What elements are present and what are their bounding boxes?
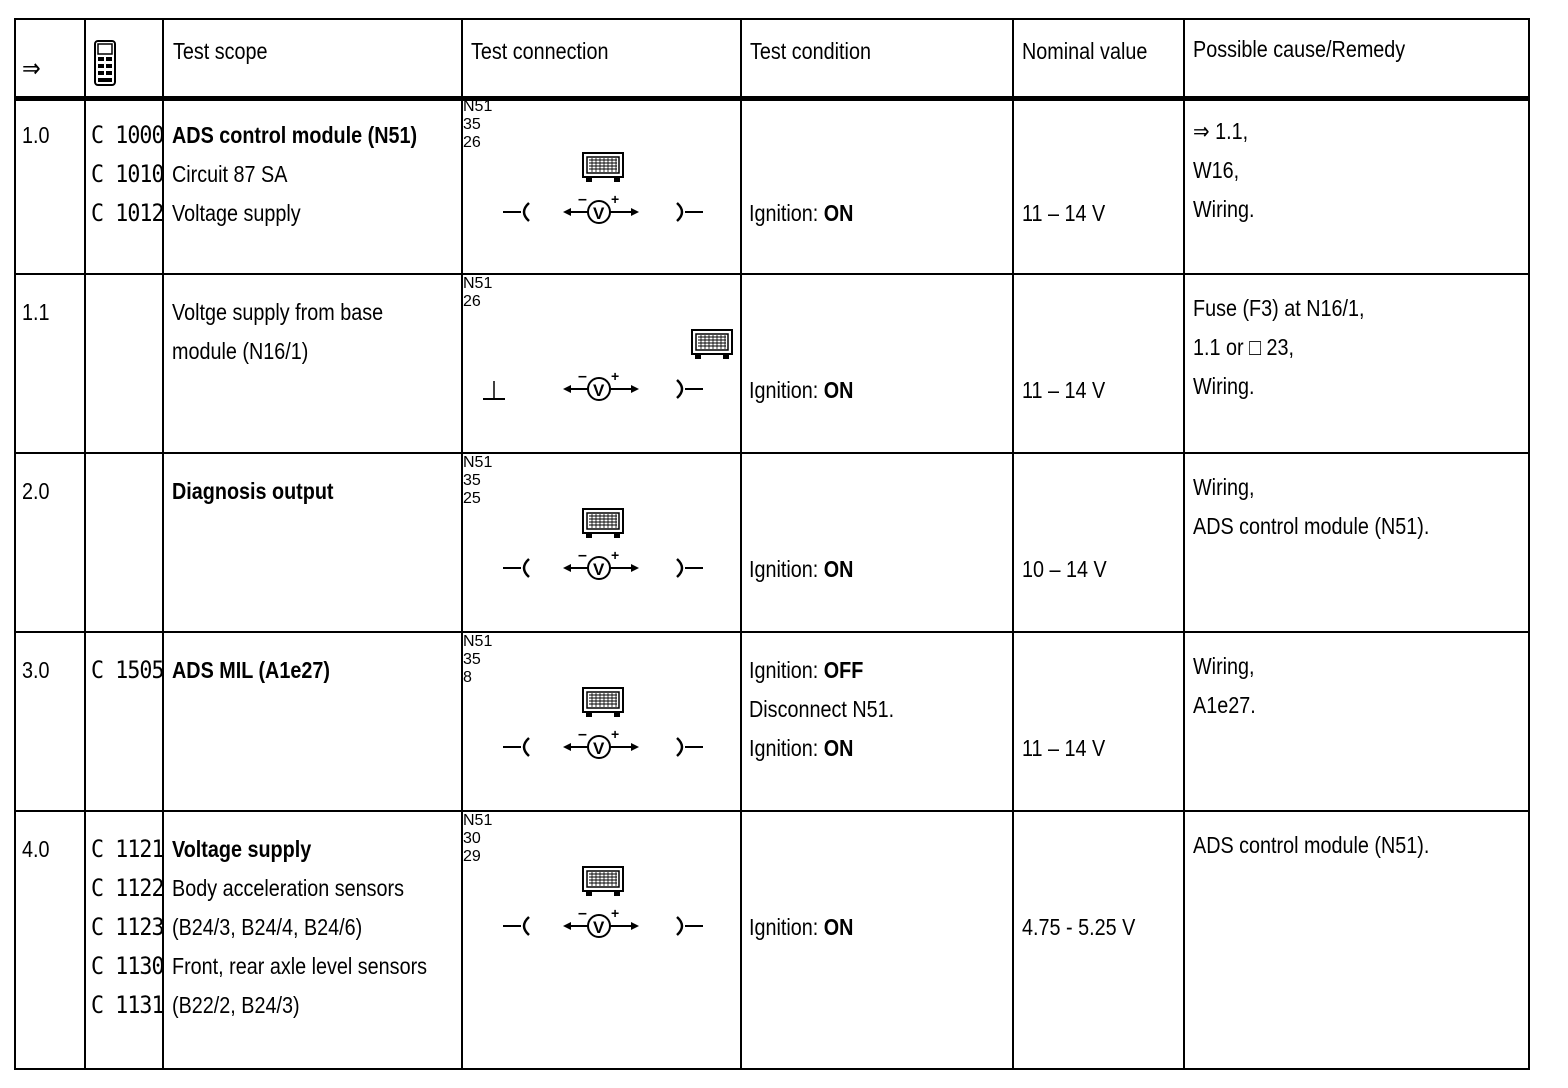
fault-code: C 1012 bbox=[91, 199, 164, 227]
test-connection-diagram bbox=[463, 454, 739, 629]
nominal-value: 10 – 14 V bbox=[1022, 556, 1107, 582]
header-test-scope: Test scope bbox=[173, 38, 268, 64]
voltmeter-icon bbox=[561, 727, 641, 763]
svg-text:–: – bbox=[578, 906, 587, 922]
right-probe-icon bbox=[675, 914, 703, 943]
header-test-condition: Test condition bbox=[750, 38, 871, 64]
left-pin-label: 35 bbox=[463, 651, 481, 668]
module-label: N51 bbox=[463, 812, 493, 829]
step-number: 4.0 bbox=[22, 836, 50, 862]
test-condition-line bbox=[749, 729, 894, 768]
test-scope bbox=[172, 116, 457, 233]
svg-text:+: + bbox=[611, 906, 620, 921]
svg-text:–: – bbox=[578, 369, 587, 385]
test-condition bbox=[749, 371, 870, 410]
condition-value: ON bbox=[823, 200, 854, 226]
possible-cause bbox=[1193, 112, 1265, 229]
condition-value: OFF bbox=[823, 657, 864, 683]
test-scope-line: Circuit 87 SA bbox=[172, 161, 288, 187]
step-number: 2.0 bbox=[22, 478, 50, 504]
connector-plug-icon bbox=[582, 866, 624, 898]
svg-text:+: + bbox=[611, 548, 620, 563]
possible-cause-line: Wiring, bbox=[1193, 653, 1255, 679]
condition-label: Ignition: bbox=[749, 735, 824, 761]
connector-plug-icon bbox=[582, 687, 624, 719]
possible-cause-line: Fuse (F3) at N16/1, bbox=[1193, 295, 1365, 321]
condition-value: ON bbox=[823, 914, 854, 940]
possible-cause-line: Wiring. bbox=[1193, 373, 1255, 399]
fault-codes bbox=[91, 651, 172, 690]
table-row bbox=[16, 812, 1528, 1019]
condition-label: Ignition: bbox=[749, 657, 824, 683]
connector-plug-icon bbox=[691, 329, 733, 361]
fault-code: C 1010 bbox=[91, 160, 164, 188]
test-scope-line: Front, rear axle level sensors bbox=[172, 953, 428, 979]
possible-cause-line: ADS control module (N51). bbox=[1193, 513, 1430, 539]
svg-text:–: – bbox=[578, 548, 587, 564]
table-row bbox=[16, 275, 1528, 450]
right-pin-label: 25 bbox=[463, 490, 481, 507]
right-pin-label: 8 bbox=[463, 669, 472, 686]
possible-cause-line: ADS control module (N51). bbox=[1193, 832, 1430, 858]
svg-text:V: V bbox=[593, 560, 605, 579]
left-pin-label: 30 bbox=[463, 830, 481, 847]
condition-label: Disconnect N51. bbox=[749, 696, 895, 722]
svg-text:V: V bbox=[593, 739, 605, 758]
svg-text:V: V bbox=[593, 918, 605, 937]
header-nominal-value: Nominal value bbox=[1022, 38, 1148, 64]
fault-codes bbox=[91, 830, 172, 1025]
left-pin-label: 35 bbox=[463, 472, 481, 489]
test-condition bbox=[749, 651, 918, 768]
tester-icon bbox=[94, 40, 116, 91]
condition-value: ON bbox=[823, 556, 854, 582]
right-probe-icon bbox=[675, 377, 703, 406]
ground-icon bbox=[481, 379, 507, 403]
test-connection-diagram bbox=[463, 275, 739, 450]
connector-plug-icon bbox=[582, 152, 624, 184]
test-connection-diagram bbox=[463, 98, 739, 273]
table-row bbox=[16, 454, 1528, 629]
possible-cause-line: ⇒ 1.1, bbox=[1193, 118, 1249, 144]
nominal-value: 11 – 14 V bbox=[1022, 735, 1106, 761]
right-probe-icon bbox=[675, 556, 703, 585]
fault-code: C 1121 bbox=[91, 835, 164, 863]
voltmeter-icon bbox=[561, 192, 641, 228]
step-number: 1.0 bbox=[22, 122, 50, 148]
connector-plug-icon bbox=[582, 508, 624, 540]
module-label: N51 bbox=[463, 454, 493, 471]
possible-cause-line: Wiring. bbox=[1193, 196, 1255, 222]
fault-code: C 1123 bbox=[91, 913, 164, 941]
test-condition bbox=[749, 550, 870, 589]
fault-code: C 1505 bbox=[91, 656, 164, 684]
right-pin-label: 26 bbox=[463, 293, 481, 310]
voltmeter-icon bbox=[561, 548, 641, 584]
right-pin-label: 29 bbox=[463, 848, 481, 865]
left-pin-label: 35 bbox=[463, 116, 481, 133]
header-test-connection: Test connection bbox=[471, 38, 609, 64]
possible-cause-line: A1e27. bbox=[1193, 692, 1256, 718]
test-scope-line: Voltge supply from base bbox=[172, 299, 384, 325]
test-scope-line: module (N16/1) bbox=[172, 338, 309, 364]
possible-cause-line: Wiring, bbox=[1193, 474, 1255, 500]
condition-value: ON bbox=[823, 377, 854, 403]
svg-text:V: V bbox=[593, 204, 605, 223]
condition-label: Ignition: bbox=[749, 200, 824, 226]
condition-label: Ignition: bbox=[749, 914, 824, 940]
step-number: 1.1 bbox=[22, 299, 50, 325]
svg-text:V: V bbox=[593, 381, 605, 400]
module-label: N51 bbox=[463, 633, 493, 650]
condition-label: Ignition: bbox=[749, 556, 824, 582]
test-condition-line bbox=[749, 371, 853, 410]
test-scope-line: Body acceleration sensors bbox=[172, 875, 404, 901]
test-connection-diagram bbox=[463, 812, 739, 987]
test-condition-line bbox=[749, 908, 853, 947]
left-probe-icon bbox=[503, 200, 531, 229]
test-scope-line: Voltage supply bbox=[172, 836, 312, 862]
test-scope-line: Voltage supply bbox=[172, 200, 301, 226]
test-condition-line bbox=[749, 651, 894, 690]
test-scope-line: ADS control module (N51) bbox=[172, 122, 418, 148]
test-condition-line bbox=[749, 550, 853, 589]
test-condition-line bbox=[749, 194, 853, 233]
nominal-value: 11 – 14 V bbox=[1022, 377, 1106, 403]
test-scope bbox=[172, 830, 469, 1025]
svg-text:–: – bbox=[578, 727, 587, 743]
svg-text:–: – bbox=[578, 192, 587, 208]
fault-code: C 1130 bbox=[91, 952, 164, 980]
test-scope-line: (B22/2, B24/3) bbox=[172, 992, 300, 1018]
fault-codes bbox=[91, 116, 172, 233]
fault-code: C 1000 bbox=[91, 121, 164, 149]
table-row bbox=[16, 633, 1528, 808]
step-number: 3.0 bbox=[22, 657, 50, 683]
module-label: N51 bbox=[463, 98, 493, 115]
test-scope-line: ADS MIL (A1e27) bbox=[172, 657, 330, 683]
test-condition bbox=[749, 908, 870, 947]
right-probe-icon bbox=[675, 735, 703, 764]
fault-code: C 1131 bbox=[91, 991, 164, 1019]
test-scope bbox=[172, 293, 417, 371]
possible-cause bbox=[1193, 826, 1468, 865]
svg-text:+: + bbox=[611, 727, 620, 742]
header-arrow: ⇒ bbox=[22, 53, 41, 83]
test-scope bbox=[172, 472, 360, 511]
right-pin-label: 26 bbox=[463, 134, 481, 151]
voltmeter-icon bbox=[561, 906, 641, 942]
svg-text:+: + bbox=[611, 369, 620, 384]
possible-cause bbox=[1193, 647, 1266, 725]
condition-value: ON bbox=[823, 735, 854, 761]
nominal-value: 11 – 14 V bbox=[1022, 200, 1106, 226]
test-scope-line: (B24/3, B24/4, B24/6) bbox=[172, 914, 363, 940]
right-probe-icon bbox=[675, 200, 703, 229]
test-condition-line bbox=[749, 690, 894, 729]
header-possible-cause: Possible cause/Remedy bbox=[1193, 36, 1406, 62]
possible-cause bbox=[1193, 468, 1468, 546]
test-table bbox=[14, 18, 1530, 1070]
fault-code: C 1122 bbox=[91, 874, 164, 902]
svg-text:+: + bbox=[611, 192, 620, 207]
left-probe-icon bbox=[503, 914, 531, 943]
left-probe-icon bbox=[503, 556, 531, 585]
possible-cause bbox=[1193, 289, 1392, 406]
test-connection-diagram bbox=[463, 633, 739, 808]
test-scope-line: Diagnosis output bbox=[172, 478, 334, 504]
test-condition bbox=[749, 194, 870, 233]
nominal-value: 4.75 - 5.25 V bbox=[1022, 914, 1136, 940]
left-probe-icon bbox=[503, 735, 531, 764]
test-scope bbox=[172, 651, 356, 690]
condition-label: Ignition: bbox=[749, 377, 824, 403]
table-row bbox=[16, 98, 1528, 273]
module-label: N51 bbox=[463, 275, 493, 292]
possible-cause-line: 1.1 or □ 23, bbox=[1193, 334, 1295, 360]
possible-cause-line: W16, bbox=[1193, 157, 1240, 183]
voltmeter-icon bbox=[561, 369, 641, 405]
